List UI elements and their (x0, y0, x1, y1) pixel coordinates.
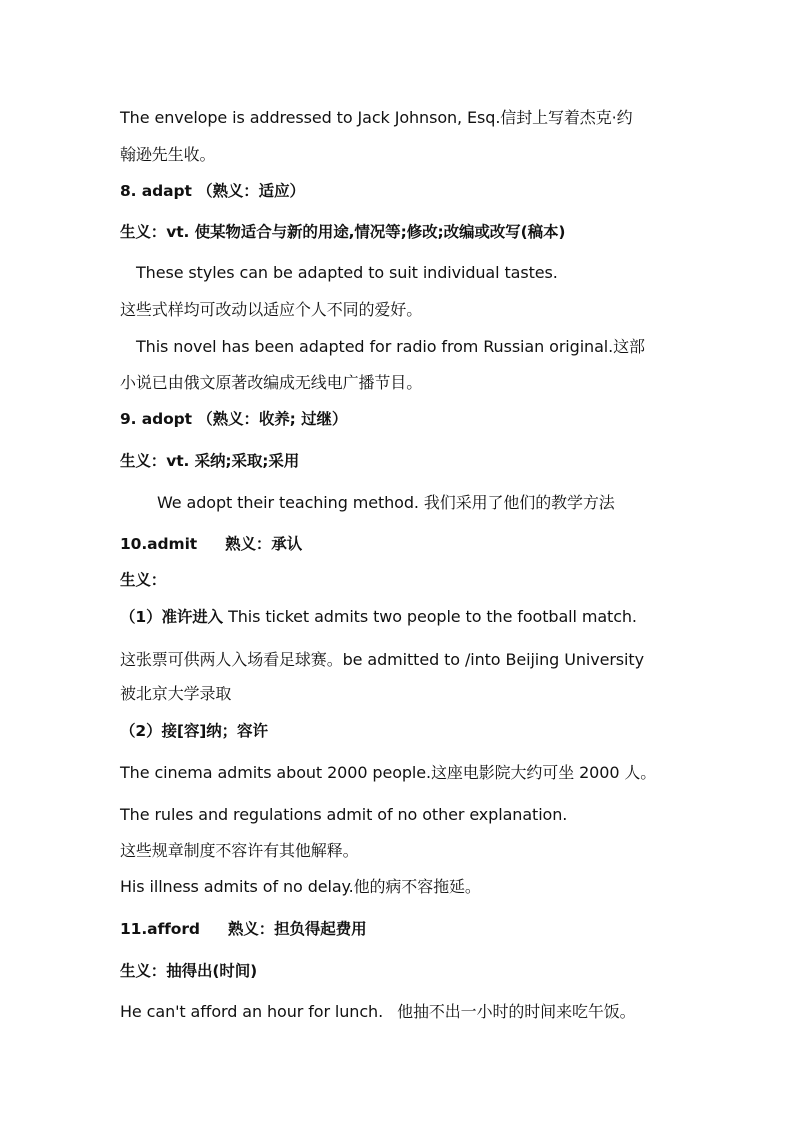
example-zh: 被北京大学录取 (120, 684, 232, 703)
example-line: His illness admits of no delay.他的病不容拖延。 (120, 877, 481, 896)
example-en: This ticket admits two people to the football match. (223, 607, 637, 626)
sub-sense-label: （1）准许进入 (120, 608, 224, 626)
example-line: The cinema admits about 2000 people.这座电影院大约可坐 2000 人。 (120, 763, 657, 782)
example-zh: 这张票可供两人入场看足球赛。be admitted to /into Beijing University (120, 650, 644, 669)
sub-sense-label: （2）接[容]纳；容许 (120, 722, 268, 740)
entry-number: 11.afford (120, 920, 200, 938)
familiar-meaning: 熟义：担负得起费用 (227, 920, 367, 938)
example-en: These styles can be adapted to suit individual tastes. (136, 263, 558, 282)
entry-heading-adopt: 9. adopt （熟义：收养; 过继） (120, 410, 348, 428)
sub-sense-line (120, 607, 637, 627)
entry-heading-admit (120, 534, 302, 554)
sense-line: 生义：vt. 采纳;采取;采用 (120, 452, 300, 470)
sense-line: 生义：vt. 使某物适合与新的用途,情况等;修改;改编或改写(稿本) (120, 223, 566, 241)
entry-heading-afford (120, 919, 367, 939)
sense-line: 生义：抽得出(时间) (120, 962, 258, 980)
example-en: This novel has been adapted for radio from Russian original.这部 (136, 337, 645, 356)
example-line (120, 1002, 636, 1022)
example-en: He can't afford an hour for lunch. (120, 1002, 384, 1021)
entry-number: 10.admit (120, 535, 198, 553)
example-zh: 他抽不出一小时的时间来吃午饭。 (397, 1002, 636, 1021)
example-zh: 小说已由俄文原著改编成无线电广播节目。 (120, 373, 423, 392)
example-zh: 这些式样均可改动以适应个人不同的爱好。 (120, 300, 423, 319)
familiar-meaning: 熟义：承认 (225, 535, 303, 553)
text-line: 翰逊先生收。 (120, 145, 216, 164)
example-en: We adopt their teaching method. 我们采用了他们的教学方法 (157, 493, 615, 512)
example-zh: 这些规章制度不容许有其他解释。 (120, 841, 359, 860)
example-en: The rules and regulations admit of no other explanation. (120, 805, 568, 824)
text-line: The envelope is addressed to Jack Johnson, Esq.信封上写着杰克·约 (120, 108, 633, 127)
entry-heading-adapt: 8. adapt （熟义：适应） (120, 182, 305, 200)
sense-line: 生义： (120, 571, 167, 589)
